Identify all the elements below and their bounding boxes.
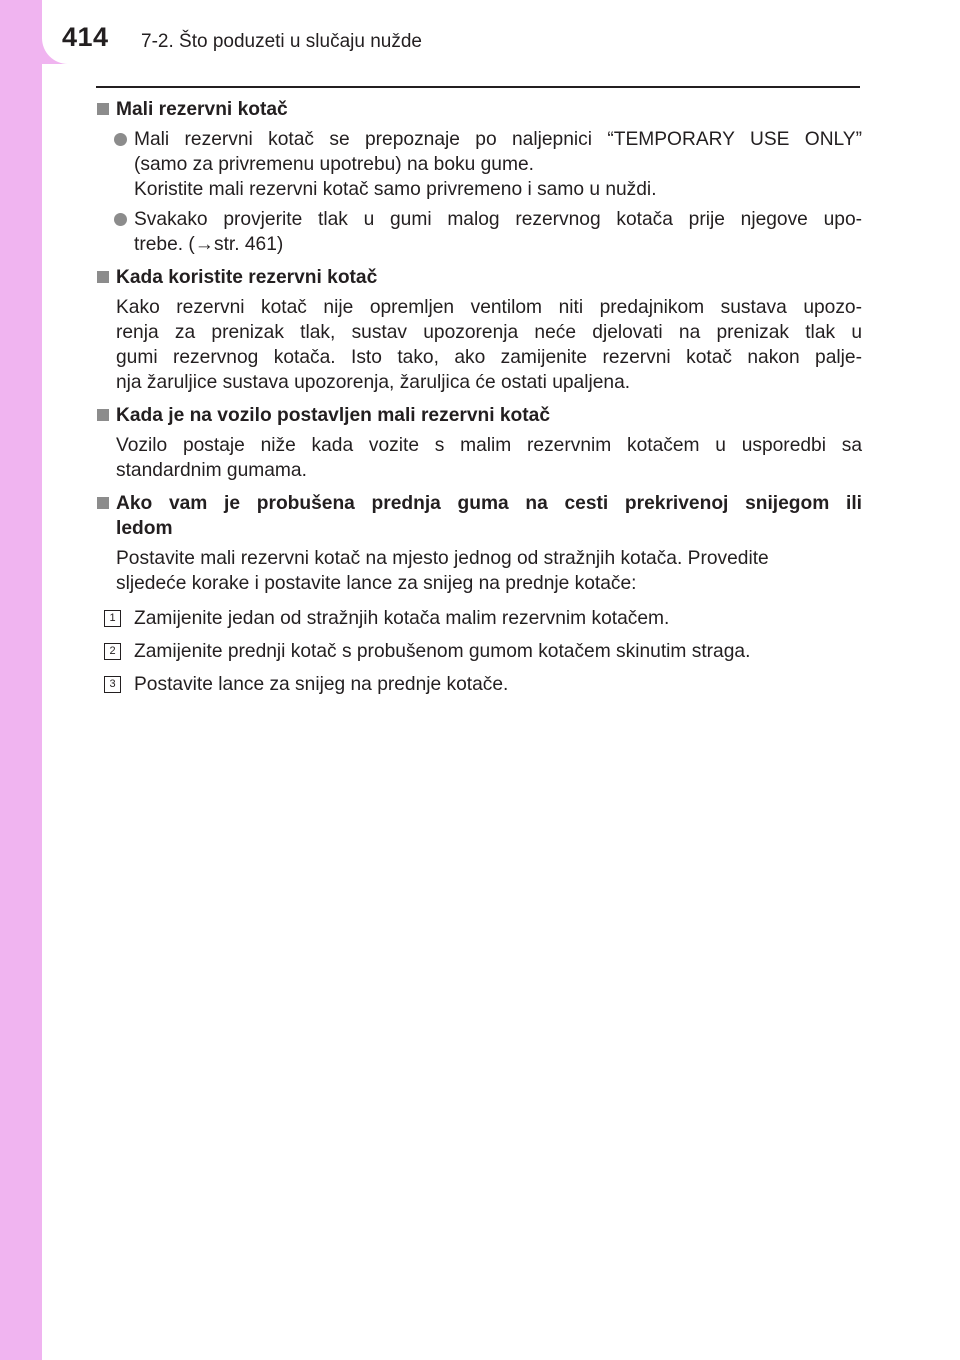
section-heading: Mali rezervni kotač [96,97,862,122]
square-bullet-icon [97,409,109,421]
square-bullet-icon [97,271,109,283]
text-line: nja žaruljice sustava upozorenja, žaruljica će ostati upaljena. [116,372,631,393]
list-item [96,127,862,202]
paragraph [96,433,862,483]
text-line: renja za prenizak tlak, sustav upozorenja neće djelovati na prenizak tlak u [116,322,862,343]
text-line: Mali rezervni kotač se prepoznaje po naljepnici “TEMPORARY USE ONLY” [134,129,862,150]
text-line: gumi rezervnog kotača. Isto tako, ako zamijenite rezervni kotač nakon palje- [116,347,862,368]
header-rule [96,86,860,88]
step-number-badge: 2 [104,643,121,660]
chapter-sidebar-tab [0,0,42,1360]
step-item [96,672,862,697]
list-item [96,207,862,257]
step-text: Zamijenite prednji kotač s probušenom gumom kotačem skinutim straga. [134,641,751,662]
step-item [96,639,862,664]
text-line: standardnim gumama. [116,460,307,481]
chapter-title: 7-2. Što poduzeti u slučaju nužde [141,31,422,52]
page-content [96,97,862,705]
section-heading: Kada je na vozilo postavljen mali rezervni kotač [96,403,862,428]
page-reference: trebe. (→str. 461) [134,234,284,255]
step-text: Postavite lance za snijeg na prednje kotače. [134,674,509,695]
circle-bullet-icon [114,213,127,226]
square-bullet-icon [97,103,109,115]
circle-bullet-icon [114,133,127,146]
page-number: 414 [62,22,109,52]
section-heading: Kada koristite rezervni kotač [96,265,862,290]
text-line: Kako rezervni kotač nije opremljen ventilom niti predajnikom sustava upozo- [116,297,862,318]
step-item [96,606,862,631]
text-line: Vozilo postaje niže kada vozite s malim rezervnim kotačem u usporedbi sa [116,435,862,456]
step-number-badge: 1 [104,610,121,627]
square-bullet-icon [97,497,109,509]
section-heading: Ako vam je probušena prednja guma na cesti prekrivenoj snijegom ili ledom [96,491,862,541]
step-text: Zamijenite jedan od stražnjih kotača malim rezervnim kotačem. [134,608,670,629]
text-line: Svakako provjerite tlak u gumi malog rezervnog kotača prije njegove upo- [134,209,862,230]
text-line: sljedeće korake i postavite lance za snijeg na prednje kotače: [116,573,637,594]
paragraph [96,295,862,395]
text-line: Koristite mali rezervni kotač samo privremeno i samo u nuždi. [134,179,657,200]
text-line: Postavite mali rezervni kotač na mjesto jednog od stražnjih kotača. Provedite [116,548,769,569]
step-number-badge: 3 [104,676,121,693]
paragraph [96,546,862,596]
text-line: (samo za privremenu upotrebu) na boku gume. [134,154,534,175]
